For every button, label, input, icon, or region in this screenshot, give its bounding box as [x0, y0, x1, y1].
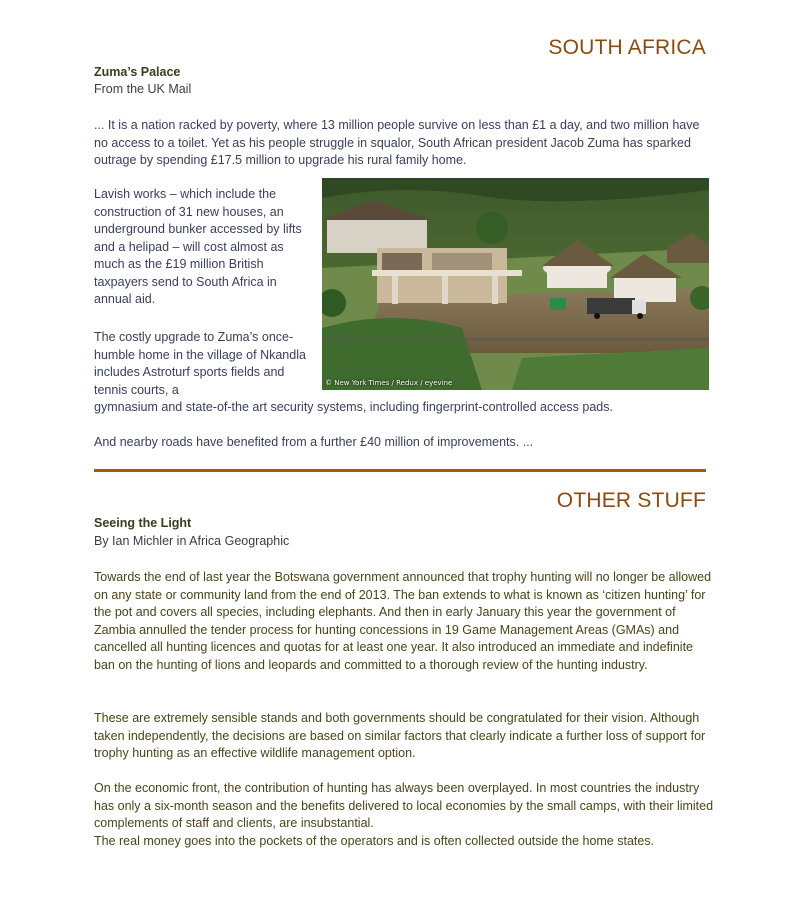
article-paragraph: Lavish works – which include the construction of 31 new houses, an underground bunker accessed by lifts and a helipad – will cost almost as much as the £19 million British taxpayers send to South Africa in annual aid.	[94, 187, 302, 306]
article-paragraph-group	[94, 780, 714, 850]
article-paragraph: These are extremely sensible stands and both governments should be congratulated for their vision. Although taken independently, the decisions are based on similar factors that clearly indicate a further loss of support for trophy hunting as an effective wildlife management option.	[94, 711, 706, 760]
article-title: Zuma’s Palace	[94, 65, 181, 79]
article-paragraph: Towards the end of last year the Botswana government announced that trophy hunting will no longer be allowed on any state or community land from the end of 2013. The ban extends to what is known as ‘citizen hunting’ for the pot and covers all species, including elephants. And then in early January this year the government of Zambia annulled the tender process for hunting concessions in 19 Game Management Areas (GMAs) and cancelled all hunting licences and quotas for at least one year. It also introduced an immediate and indefinite ban on the hunting of lions and leopards and committed to a thorough review of the hunting industry.	[94, 570, 712, 672]
section-heading-other-stuff: OTHER STUFF	[556, 489, 706, 512]
photo-credit: © New York Times / Redux / eyevine	[325, 379, 453, 387]
article-byline: By Ian Michler in Africa Geographic	[94, 534, 290, 548]
article-title: Seeing the Light	[94, 516, 192, 530]
nkandla-photo	[322, 178, 709, 390]
section-divider	[94, 469, 706, 472]
article-paragraph: ... It is a nation racked by poverty, where 13 million people survive on less than £1 a day, and two million have no access to a toilet. Yet as his people struggle in squalor, South African president Jacob Zuma has sparked outrage by spending £17.5 million to upgrade his rural family home.	[94, 118, 700, 167]
article-paragraph-continued: gymnasium and state-of-the art security systems, including fingerprint-controlled access pads.	[94, 400, 613, 414]
article-paragraph: On the economic front, the contribution of hunting has always been overplayed. In most countries the industry has only a six-month season and the benefits delivered to local economies by the small camps, with their limited complements of staff and clients, are insubstantial.	[94, 781, 714, 830]
article-byline: From the UK Mail	[94, 82, 192, 96]
article-paragraph: The real money goes into the pockets of the operators and is often collected outside the home states.	[94, 833, 655, 848]
article-paragraph: And nearby roads have benefited from a further £40 million of improvements. ...	[94, 435, 534, 449]
section-heading-south-africa: SOUTH AFRICA	[548, 36, 706, 59]
article-paragraph: The costly upgrade to Zuma’s once-humble home in the village of Nkandla includes Astroturf sports fields and tennis courts, a	[94, 330, 306, 397]
